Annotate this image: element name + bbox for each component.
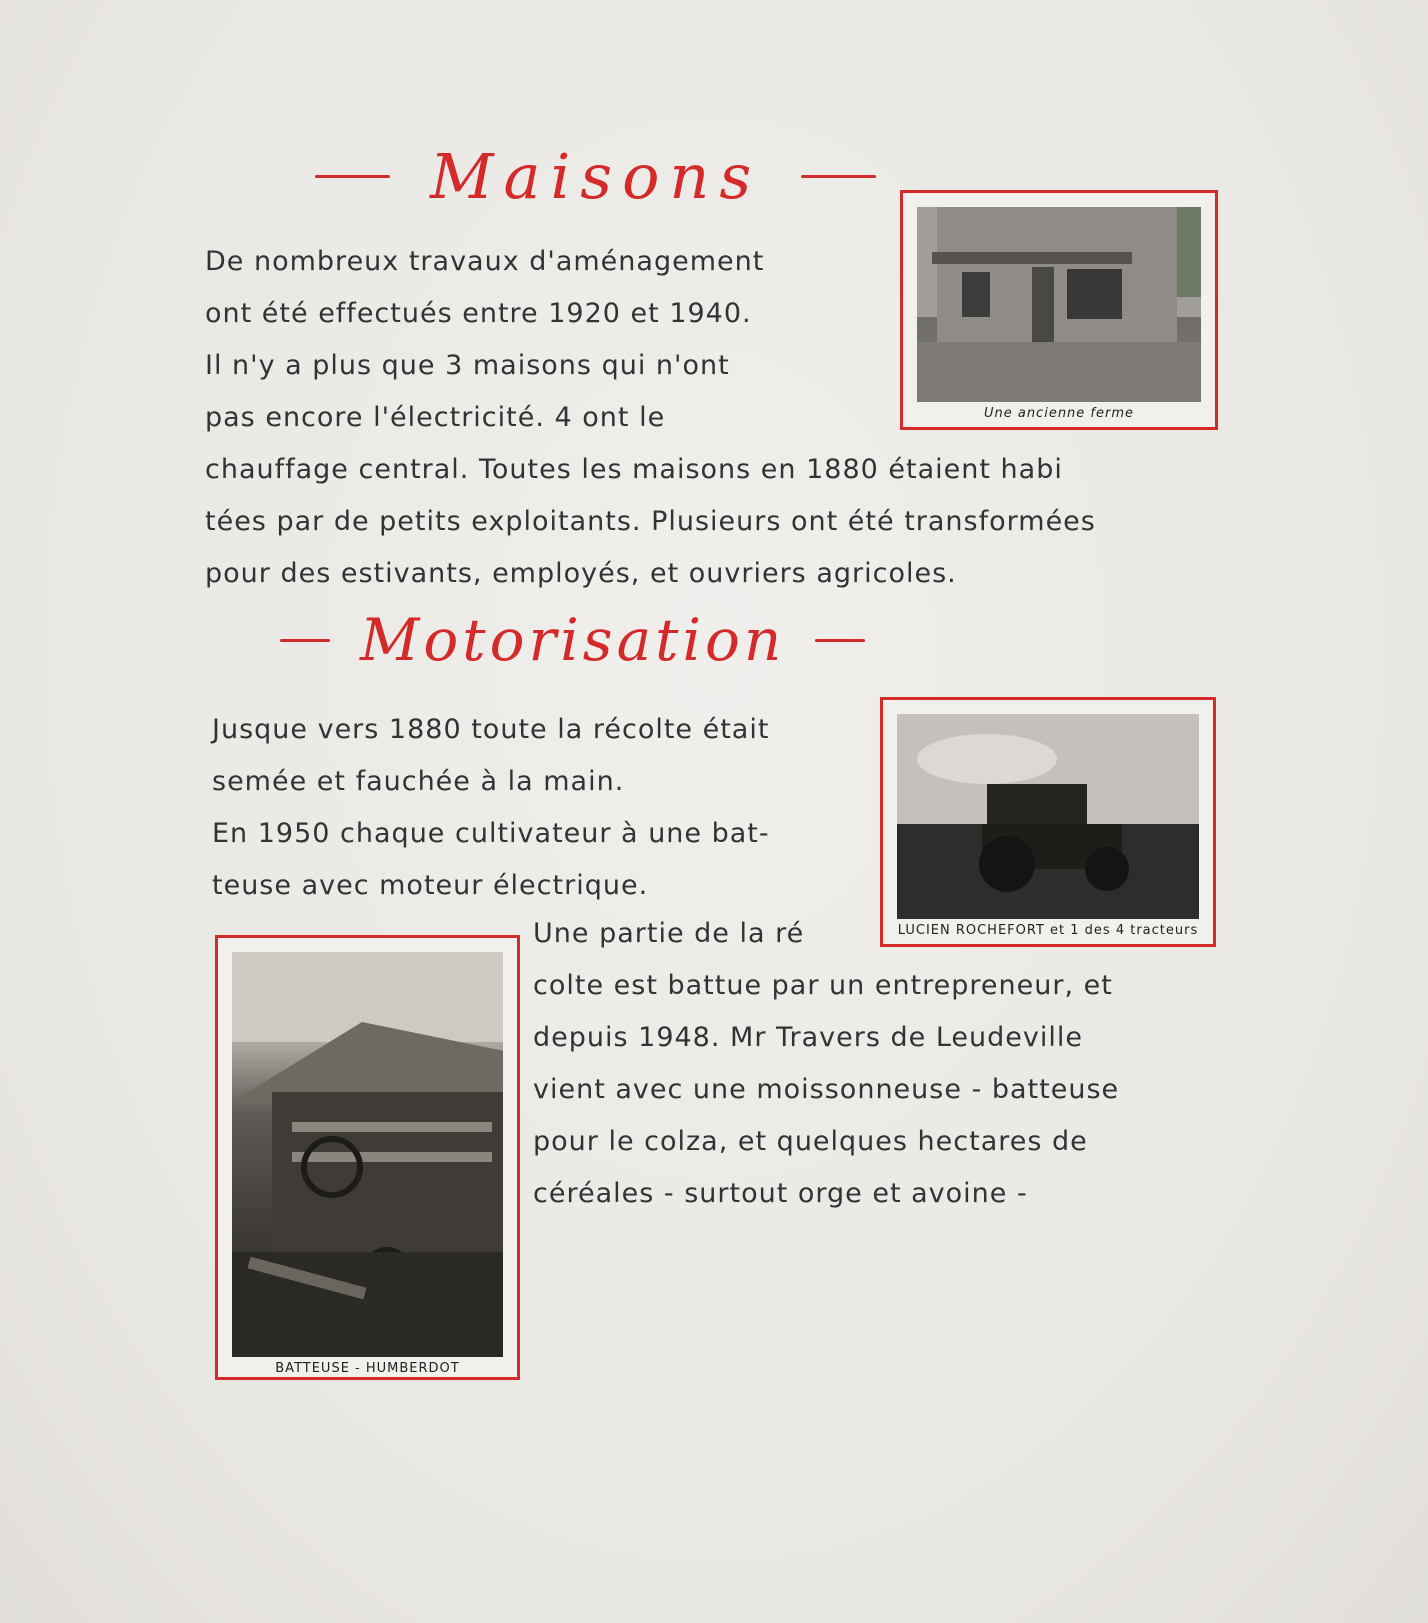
maisons-title [315,140,876,213]
tractor-caption: LUCIEN ROCHEFORT et 1 des 4 tracteurs [897,923,1199,938]
batteuse-photo-image [232,952,503,1357]
batteuse-illustration [232,952,503,1357]
photo-batteuse [215,935,520,1380]
maisons-title-text: Maisons [430,140,762,213]
maisons-line: chauffage central. Toutes les maisons en 1880 étaient habi [205,454,1063,485]
motorisation-title-text: Motorisation [360,606,786,674]
batteuse-caption: BATTEUSE - HUMBERDOT [275,1361,460,1376]
maisons-line: pas encore l'électricité. 4 ont le [205,402,666,433]
motorisation-line: Jusque vers 1880 toute la récolte était [212,714,770,745]
maisons-line: De nombreux travaux d'aménagement [205,246,765,277]
motorisation-line: colte est battue par un entrepreneur, et [533,970,1113,1001]
maisons-line: tées par de petits exploitants. Plusieurs ont été transformées [205,506,1096,537]
tractor-illustration [897,714,1199,919]
farm-caption: Une ancienne ferme [983,406,1135,421]
tractor-photo-image [897,714,1199,919]
motorisation-text-top [212,704,770,912]
motorisation-text-bottom [533,908,1119,1220]
motorisation-line: semée et fauchée à la main. [212,766,625,797]
motorisation-line: céréales - surtout orge et avoine - [533,1178,1028,1209]
motorisation-line: vient avec une moissonneuse - batteuse [533,1074,1120,1105]
motorisation-line: En 1950 chaque cultivateur à une bat- [212,818,770,849]
title-dash-left [315,175,390,178]
motorisation-line: Une partie de la ré [533,918,805,949]
title-dash-right [801,175,876,178]
photo-farm [900,190,1218,430]
maisons-line: ont été effectués entre 1920 et 1940. [205,298,752,329]
farm-photo-image [917,207,1201,402]
motorisation-line: pour le colza, et quelques hectares de [533,1126,1088,1157]
motorisation-line: depuis 1948. Mr Travers de Leudeville [533,1022,1083,1053]
title-dash-left [280,639,330,642]
maisons-line: Il n'y a plus que 3 maisons qui n'ont [205,350,730,381]
farm-house-illustration [917,207,1201,402]
title-dash-right [815,639,865,642]
motorisation-line: teuse avec moteur électrique. [212,870,649,901]
maisons-line: pour des estivants, employés, et ouvriers agricoles. [205,558,957,589]
motorisation-title [280,606,865,674]
